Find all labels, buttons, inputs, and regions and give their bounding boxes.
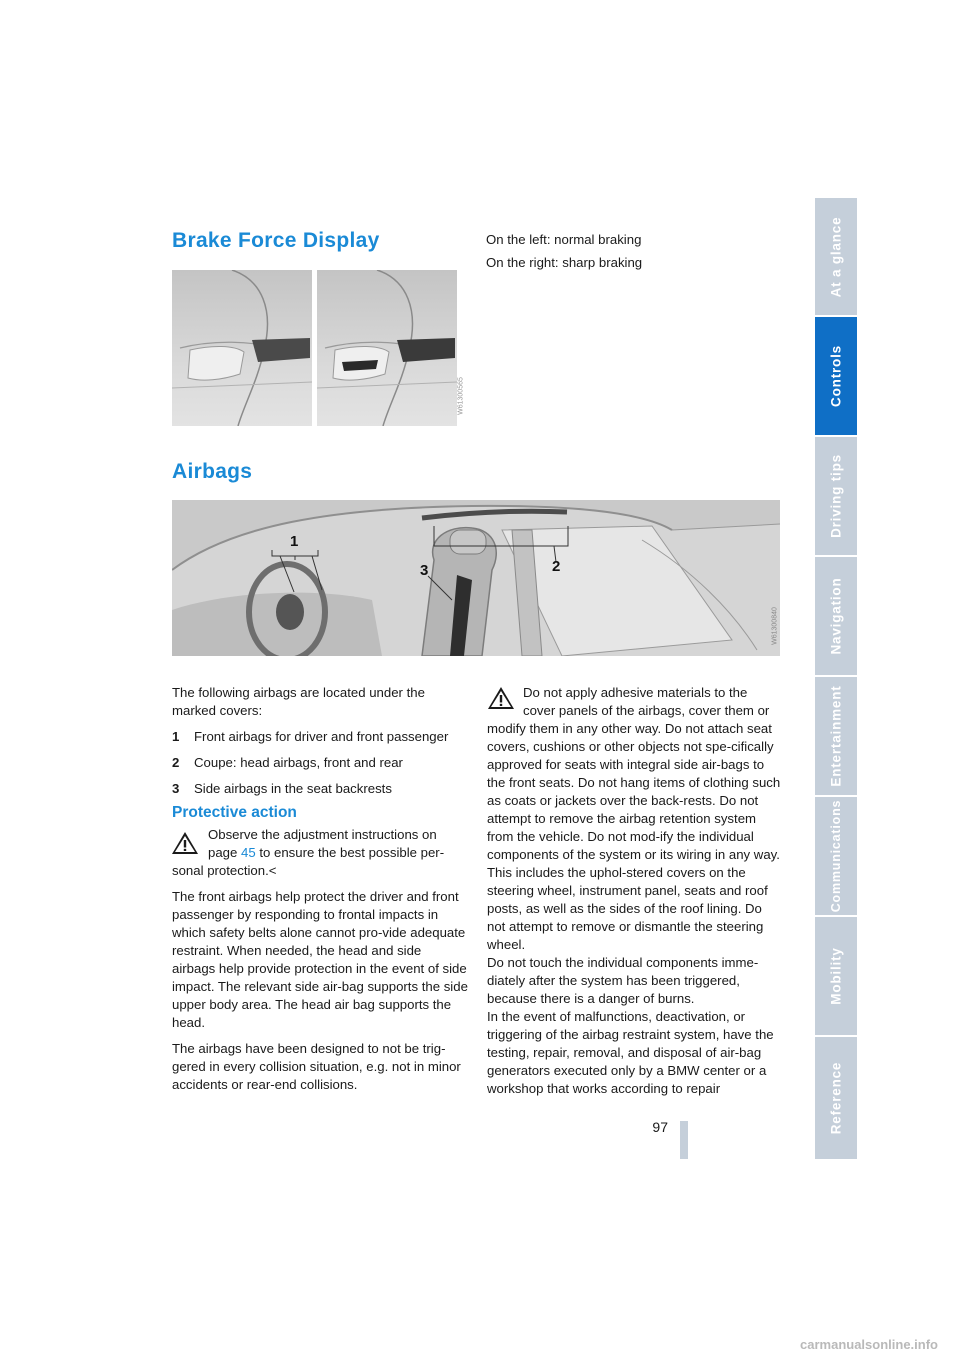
protective-paragraph: The airbags have been designed to not be trig-gered in every collision situation, e.g. not in minor accidents or rear-end collisions. [172,1041,461,1092]
item-number: 1 [172,729,180,744]
caption-normal-braking: On the left: normal braking [486,232,642,247]
footer-watermark: carmanualsonline.info [800,1337,938,1352]
tab-mobility[interactable] [815,917,857,1035]
item-text: Coupe: head airbags, front and rear [194,755,403,770]
warning-line: sonal protection.< [172,863,277,878]
caption-sharp-braking: On the right: sharp braking [486,255,643,270]
airbag-list-item [172,754,468,772]
brake-lights-illustration [172,270,465,426]
image-code-text: W61300565 [457,377,464,415]
brake-force-display-heading: Brake Force Display [172,229,380,252]
warning-paragraph: modify them in any other way. Do not attach seat covers, cushions or other objects not spe-cifically approved for seats with integral side air-bags to the front seats. Do not hang items of clothing such as coats or jackets over the back-rests. Do not attempt to remove the airbag retention system from the vehicle. Do not mod-ify the individual components of the system or its wiring in any way. This includes the uphol-stered covers on the steering wheel, instrument panel, seats and roof posts, as well as the sides of the roof lining. Do not attempt to remove or dismantle the steering wheel. [487,721,781,952]
warning-paragraph: Do not touch the individual components imme-diately after the system has been triggered, because there is a danger of burns. [487,955,759,1006]
callout-2: 2 [552,558,561,575]
brake-captions [486,231,786,280]
item-text: Side airbags in the seat backrests [194,781,392,796]
tab-label: Entertainment [828,685,844,787]
item-number: 3 [172,781,180,796]
warning-line [172,844,468,862]
warning-line: cover panels of the airbags, cover them or [523,703,770,718]
tab-label: Navigation [828,577,844,655]
tab-reference[interactable] [815,1037,857,1159]
warning-text: to ensure the best possible per- [255,845,445,860]
tab-driving-tips[interactable] [815,437,857,555]
airbag-list-item [172,780,468,798]
image-code [456,366,465,426]
protective-warning [172,826,468,880]
protective-action-heading: Protective action [172,804,297,821]
protective-paragraph: The front airbags help protect the driver and front passenger by responding to frontal impacts in which safety belts alone cannot pro-vide adequate restraint. When needed, the head and side airbags help provide protection in the event of side impact. The relevant side air-bag supports the side upper body area. The head air bag supports the head. [172,889,468,1030]
image-code [770,596,780,656]
page-number-bar [680,1121,688,1159]
tab-at-a-glance[interactable] [815,198,857,315]
airbags-intro: The following airbags are located under the marked covers: [172,685,425,718]
item-text: Front airbags for driver and front passenger [194,729,449,744]
page-number: 97 [652,1119,668,1135]
warning-paragraph: In the event of malfunctions, deactivation, or triggering of the airbag restraint system, have the testing, repair, removal, and disposal of air-bag generators executed only by a BMW center or a workshop that works according to repair [487,1009,774,1096]
tab-label: Driving tips [828,454,844,538]
tab-label: Reference [828,1061,844,1135]
airbag-warning-block [487,684,782,1098]
tab-navigation[interactable] [815,557,857,675]
airbags-image [172,500,780,656]
item-number: 2 [172,755,180,770]
callout-3: 3 [420,562,429,579]
protective-body [172,888,468,1102]
warning-line: Observe the adjustment instructions on [208,827,437,842]
tab-label: Mobility [828,947,844,1005]
tab-controls[interactable] [815,317,857,435]
airbags-heading: Airbags [172,460,253,483]
brake-lights-image [172,270,465,426]
tab-entertainment[interactable] [815,677,857,795]
tab-label: Communications [829,799,843,913]
image-code-text: W61300840 [771,607,779,645]
airbag-list-item [172,728,468,746]
tab-label: At a glance [828,216,844,297]
page-45-link[interactable]: 45 [241,845,256,860]
airbags-intro-block [172,684,468,806]
airbags-interior-illustration [172,500,780,656]
tab-communications[interactable] [815,797,857,915]
warning-text: page [208,845,242,860]
warning-line: Do not apply adhesive materials to the [523,685,748,700]
callout-1: 1 [290,533,299,550]
tab-label: Controls [828,345,844,407]
